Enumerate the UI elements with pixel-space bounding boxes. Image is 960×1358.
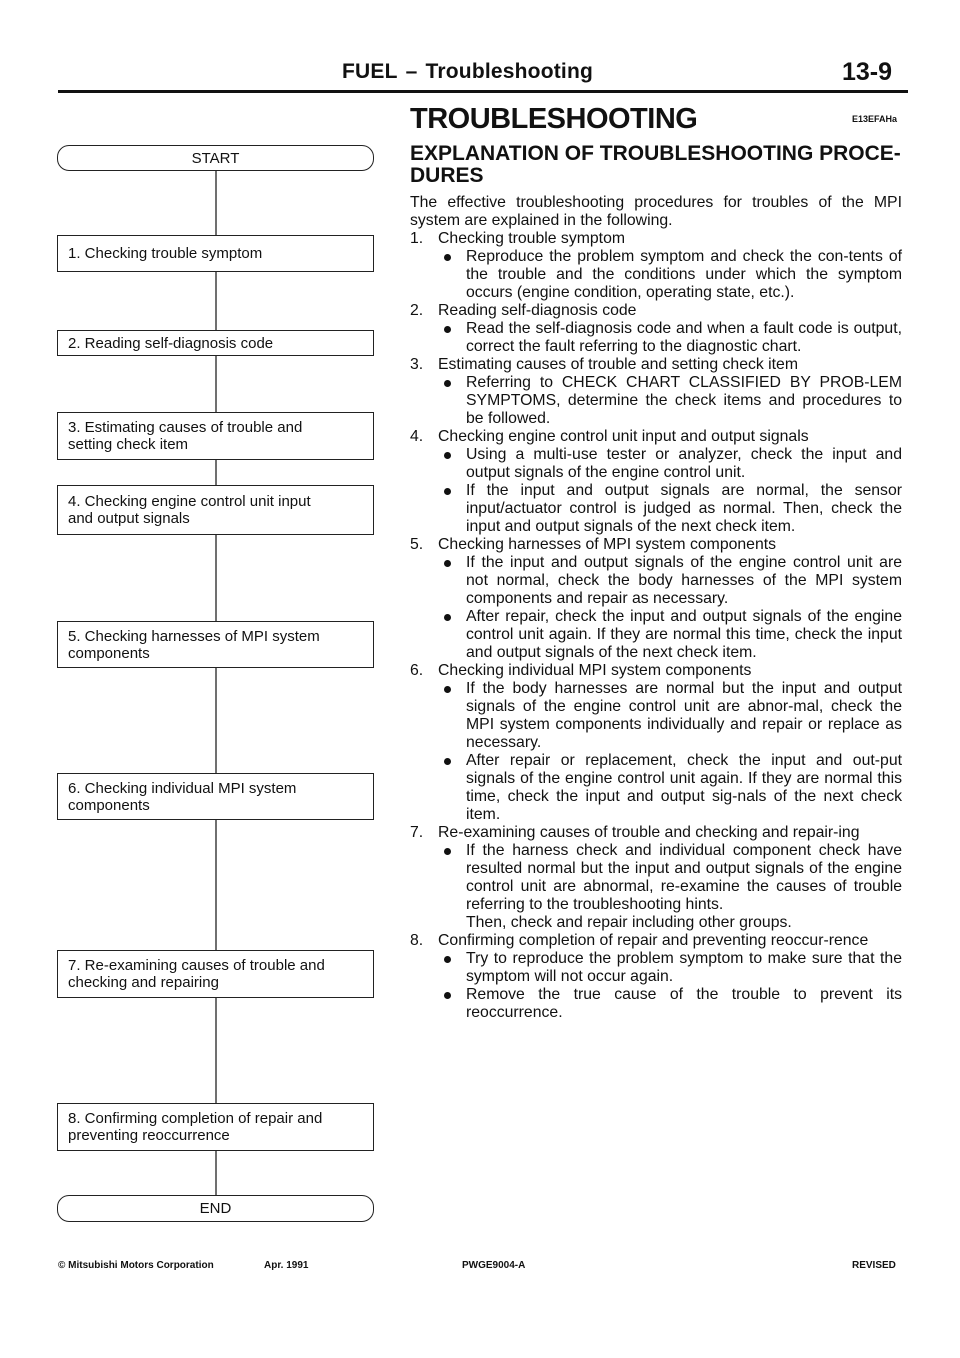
step-label: 3. Estimating causes of trouble and setting check item: [68, 419, 303, 453]
bullet-icon: [444, 614, 451, 621]
bullet-holder: [410, 842, 902, 914]
bullet-point: [438, 842, 902, 914]
procedure-body: [410, 194, 902, 1022]
section-title: TROUBLESHOOTING: [410, 103, 698, 135]
bullet-point: [438, 248, 902, 302]
item-title: Confirming completion of repair and preventing reoccur-rence: [438, 932, 869, 949]
item-number: 4.: [410, 428, 424, 445]
page-number: 13-9: [842, 58, 893, 86]
procedure-item: [410, 932, 902, 950]
section-topic: Troubleshooting: [425, 60, 594, 83]
bullet-holder: [410, 608, 902, 662]
item-title: Reading self-diagnosis code: [438, 302, 637, 319]
start-label: START: [191, 149, 240, 167]
footer-date: Apr. 1991: [264, 1260, 309, 1271]
procedure-item: [410, 302, 902, 320]
flowchart-start: [57, 145, 374, 171]
bullet-holder: [410, 482, 902, 536]
footer-copyright: © Mitsubishi Motors Corporation: [58, 1260, 214, 1271]
bullet-icon: [444, 254, 451, 261]
item-number: 6.: [410, 662, 424, 679]
bullet-point: [438, 374, 902, 428]
footer-status: REVISED: [852, 1260, 896, 1271]
bullet-point: [438, 554, 902, 608]
step-label: 5. Checking harnesses of MPI system components: [68, 627, 320, 662]
bullet-icon: [444, 452, 451, 459]
flowchart-step-7: [57, 950, 374, 998]
bullet-text: Reproduce the problem symptom and check the con-tents of the trouble and the conditions under which the symptom occurs (engine condition, operating state, etc.).: [466, 248, 902, 301]
flowchart-step-3: [57, 412, 374, 460]
bullet-point: [438, 986, 902, 1022]
procedure-list: [410, 230, 902, 1022]
bullet-text: If the body harnesses are normal but the input and output signals of the engine control unit are abnor-mal, check the MPI system components individually and repair or replace as necessary.: [466, 680, 902, 751]
step-label: 2. Reading self-diagnosis code: [68, 334, 274, 352]
bullet-point: [438, 320, 902, 356]
step-label: 4. Checking engine control unit input and output signals: [68, 493, 311, 527]
item-number: 8.: [410, 932, 424, 949]
bullet-holder: [410, 248, 902, 302]
bullet-text: If the input and output signals are normal, the sensor input/actuator control is judged as normal. Then, check the input and output signals of the next check item.: [466, 482, 902, 535]
step-label: 8. Confirming completion of repair and preventing reoccurrence: [68, 1110, 323, 1144]
bullet-text: Referring to CHECK CHART CLASSIFIED BY PROB-LEM SYMPTOMS, determine the check items and procedures to be followed.: [466, 374, 902, 427]
bullet-icon: [444, 848, 451, 855]
bullet-icon: [444, 488, 451, 495]
flowchart-step-6: [57, 773, 374, 820]
item-note: Then, check and repair including other groups.: [466, 914, 792, 931]
bullet-icon: [444, 758, 451, 765]
flowchart-step-1: [57, 235, 374, 272]
item-number: 1.: [410, 230, 424, 247]
bullet-point: [438, 446, 902, 482]
header-dash: –: [405, 60, 418, 83]
item-number: 7.: [410, 824, 424, 841]
bullet-text: Remove the true cause of the trouble to prevent its reoccurrence.: [466, 986, 902, 1021]
flowchart-step-8: [57, 1103, 374, 1151]
bullet-holder: [410, 986, 902, 1022]
bullet-text: After repair or replacement, check the input and out-put signals of the engine control unit again. If they are normal this time, check the input and output sig-nals of the next check item.: [466, 752, 902, 823]
item-title: Checking harnesses of MPI system components: [438, 536, 777, 553]
item-title: Checking engine control unit input and output signals: [438, 428, 809, 445]
item-title: Checking trouble symptom: [438, 230, 626, 247]
flowchart-step-5: [57, 621, 374, 668]
flowchart-step-2: [57, 330, 374, 356]
end-label: END: [199, 1200, 232, 1217]
item-number: 2.: [410, 302, 424, 319]
bullet-text: Try to reproduce the problem symptom to make sure that the symptom will not occur again.: [466, 950, 902, 985]
bullet-icon: [444, 686, 451, 693]
bullet-icon: [444, 380, 451, 387]
procedure-item: [410, 536, 902, 554]
footer-doc-code: PWGE9004-A: [462, 1260, 526, 1271]
bullet-point: [438, 482, 902, 536]
procedure-item: [410, 230, 902, 248]
bullet-holder: [410, 446, 902, 482]
bullet-point: [438, 752, 902, 824]
procedure-item: [410, 662, 902, 680]
bullet-holder: [410, 680, 902, 752]
step-label: 1. Checking trouble symptom: [68, 245, 263, 262]
item-title: Re-examining causes of trouble and checking and repair-ing: [438, 824, 860, 841]
step-label: 7. Re-examining causes of trouble and checking and repairing: [68, 957, 325, 991]
flowchart-step-4: [57, 485, 374, 535]
bullet-point: [438, 608, 902, 662]
bullet-holder: [410, 320, 902, 356]
bullet-text: Read the self-diagnosis code and when a fault code is output, correct the fault referring to the diagnostic chart.: [466, 320, 902, 355]
bullet-icon: [444, 326, 451, 333]
bullet-holder: [410, 950, 902, 986]
item-title: Checking individual MPI system components: [438, 662, 752, 679]
section-code: E13EFAHa: [852, 114, 898, 124]
bullet-point: [438, 680, 902, 752]
item-number: 5.: [410, 536, 424, 553]
item-title: Estimating causes of trouble and setting check item: [438, 356, 799, 373]
section-name: FUEL: [342, 60, 398, 83]
procedure-item: [410, 428, 902, 446]
bullet-text: If the input and output signals of the engine control unit are not normal, check the body harnesses of the MPI system components and repair as necessary.: [466, 554, 902, 607]
flowchart-end: [57, 1195, 374, 1222]
item-number: 3.: [410, 356, 424, 373]
intro-paragraph: The effective troubleshooting procedures for troubles of the MPI system are explained in the following.: [410, 194, 902, 229]
bullet-holder: [410, 374, 902, 428]
bullet-icon: [444, 956, 451, 963]
bullet-icon: [444, 560, 451, 567]
step-label: 6. Checking individual MPI system components: [68, 779, 297, 814]
bullet-point: [438, 950, 902, 986]
bullet-icon: [444, 992, 451, 999]
bullet-holder: [410, 752, 902, 824]
section-subtitle: EXPLANATION OF TROUBLESHOOTING PROCE-DURES: [410, 142, 901, 187]
procedure-item: [410, 356, 902, 374]
bullet-text: If the harness check and individual component check have resulted normal but the input and output signals of the engine control unit are abnormal, re-examine the causes of trouble referring to the troubleshooting hints.: [466, 842, 902, 913]
procedure-item: [410, 824, 902, 842]
bullet-text: After repair, check the input and output signals of the engine control unit again. If they are normal this time, check the input and output signals of the next check item.: [466, 608, 902, 661]
bullet-text: Using a multi-use tester or analyzer, check the input and output signals of the engine control unit.: [466, 446, 902, 481]
bullet-holder: [410, 554, 902, 608]
